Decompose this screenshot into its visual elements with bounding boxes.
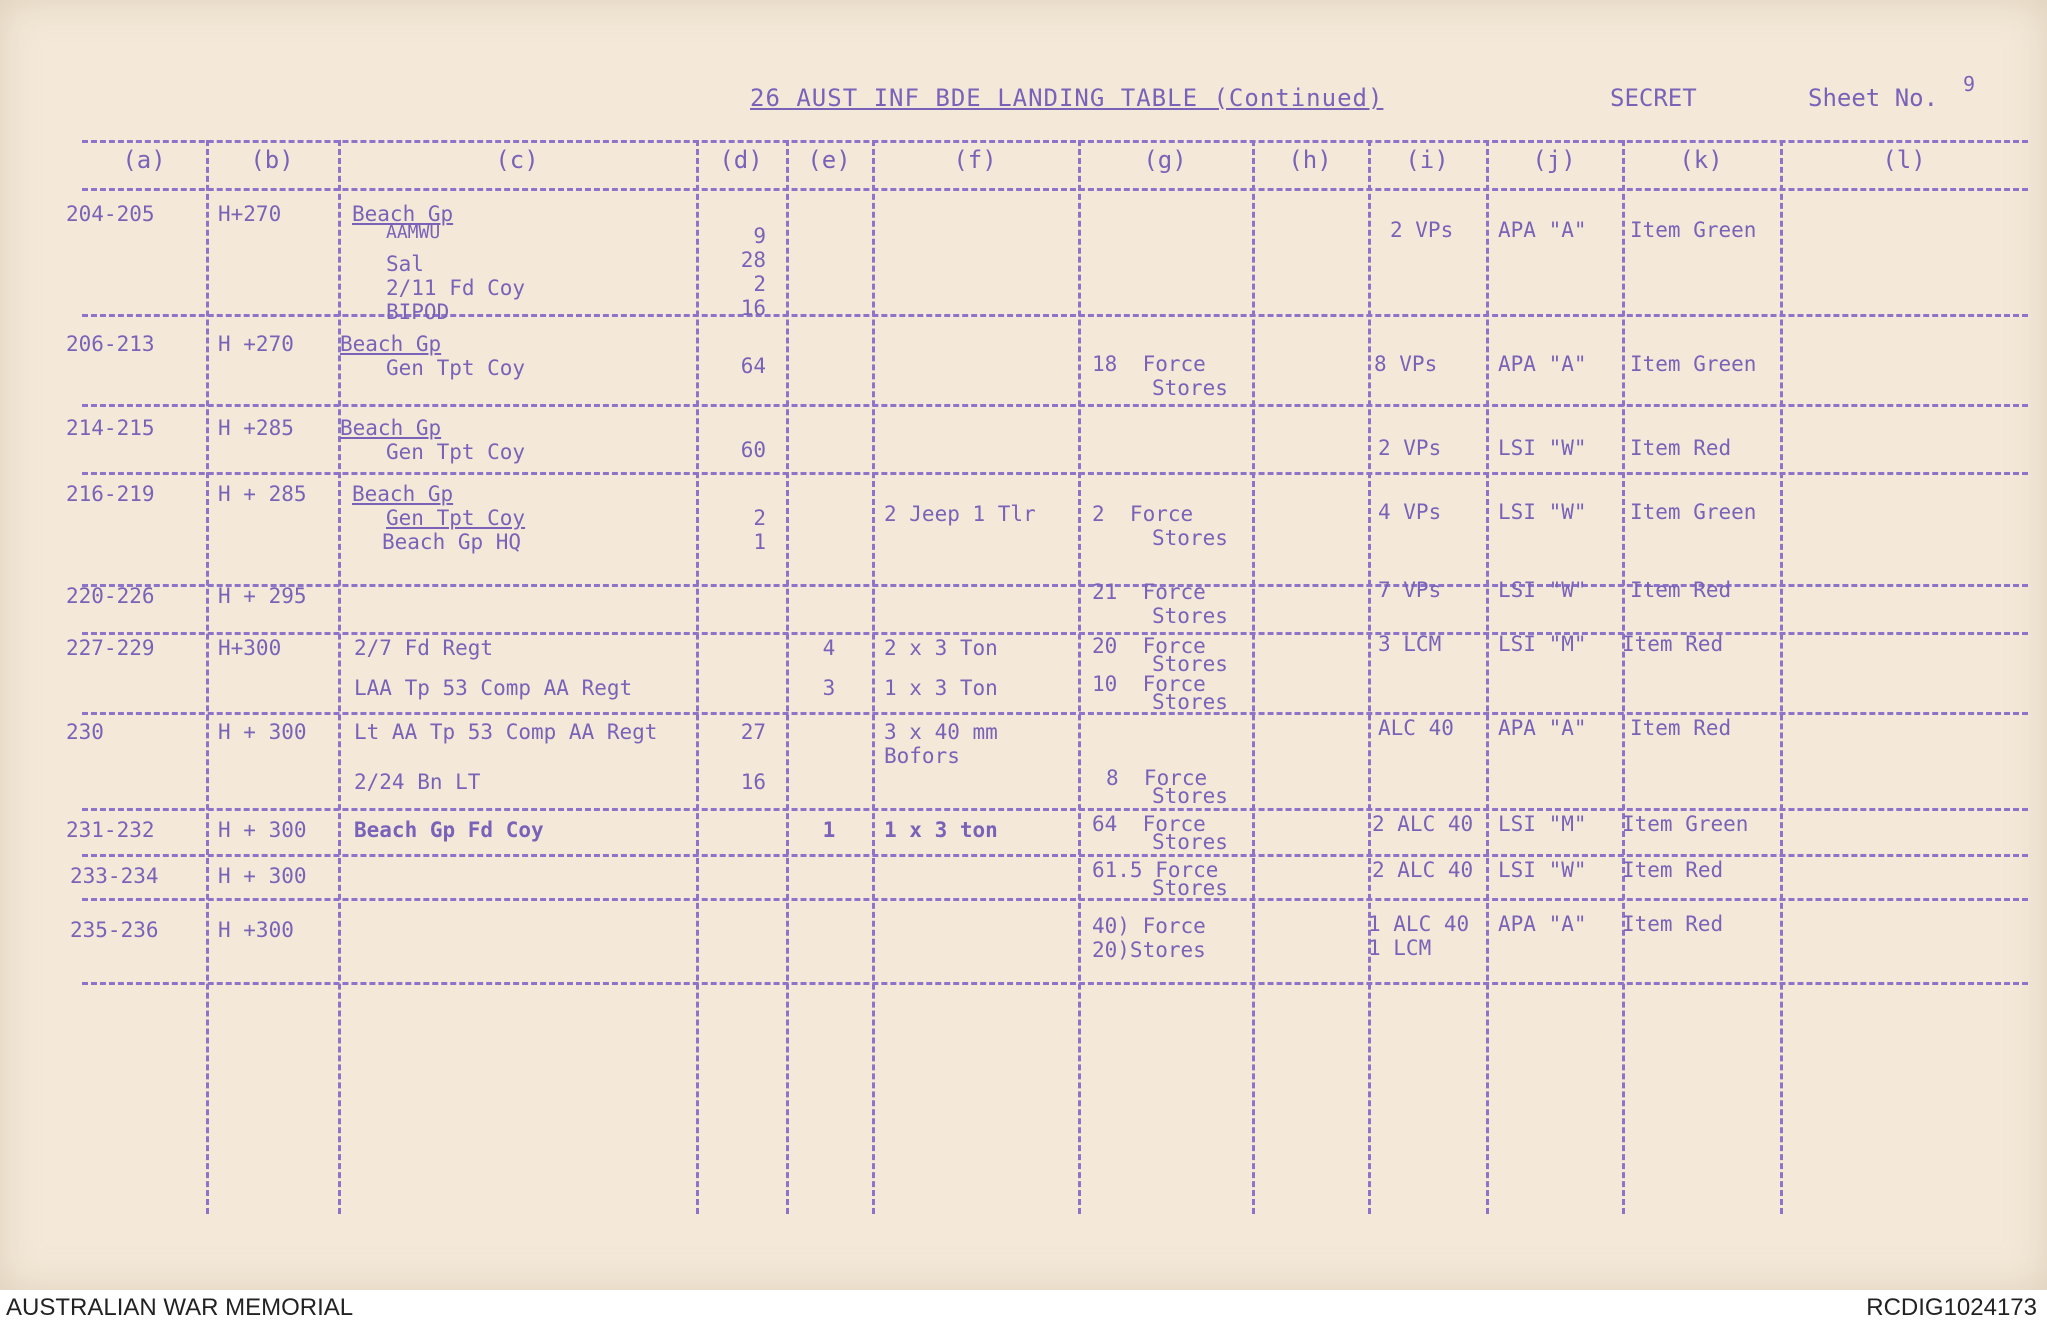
cell-personnel: 28 [740, 248, 766, 272]
cell-beach: Item Green [1630, 352, 1757, 376]
cell-time: H +285 [218, 416, 294, 440]
cell-craft: 8 VPs [1374, 352, 1438, 376]
archive-footer [0, 1290, 2047, 1327]
cell-stores: Stores [1152, 376, 1228, 400]
table-rule [82, 632, 2028, 635]
cell-personnel: 1 [753, 530, 766, 554]
cell-unit: Sal [386, 252, 424, 276]
cell-beach: Item Red [1630, 716, 1732, 740]
cell-craft: 1 ALC 40 [1368, 912, 1470, 936]
cell-personnel: 64 [740, 354, 766, 378]
cell-stores: 18 Force [1092, 352, 1206, 376]
cell-stores: 20)Stores [1092, 938, 1206, 962]
cell-ship: LSI "M" [1498, 632, 1587, 656]
cell-guns: 3 [822, 676, 836, 700]
cell-stores: 21 Force [1092, 580, 1206, 604]
column-header-i: (i) [1405, 146, 1449, 174]
cell-personnel: 60 [740, 438, 766, 462]
cell-ship: LSI "W" [1498, 436, 1587, 460]
cell-serial: 227-229 [66, 636, 155, 660]
column-header-f: (f) [953, 146, 997, 174]
column-header-l: (l) [1882, 146, 1926, 174]
table-rule [82, 808, 2028, 811]
cell-unit: Beach Gp [340, 416, 442, 440]
table-rule-top [82, 140, 2028, 143]
cell-unit: 2/24 Bn LT [354, 770, 481, 794]
table-rule [82, 854, 2028, 857]
cell-craft: 2 VPs [1390, 218, 1454, 242]
column-rule [1780, 140, 1783, 1214]
cell-stores: 10 Force [1092, 672, 1206, 696]
cell-ship: APA "A" [1498, 912, 1587, 936]
cell-unit: 2/7 Fd Regt [354, 636, 494, 660]
column-rule [872, 140, 875, 1214]
cell-stores: Stores [1152, 876, 1228, 900]
cell-time: H + 295 [218, 584, 307, 608]
cell-serial: 230 [66, 720, 104, 744]
cell-personnel: 16 [740, 770, 766, 794]
cell-personnel: 27 [740, 720, 766, 744]
cell-ship: APA "A" [1498, 352, 1587, 376]
cell-stores: Stores [1152, 690, 1228, 714]
cell-unit: Gen Tpt Coy [386, 440, 526, 464]
column-header-a: (a) [122, 146, 166, 174]
cell-craft: 2 ALC 40 [1372, 858, 1474, 882]
cell-ship: LSI "W" [1498, 578, 1587, 602]
table-rule [82, 898, 2028, 901]
cell-craft: 1 LCM [1368, 936, 1432, 960]
cell-serial: 216-219 [66, 482, 155, 506]
cell-unit: BIPOD [386, 300, 450, 324]
cell-beach: Item Red [1622, 632, 1724, 656]
column-rule [338, 140, 341, 1214]
cell-stores: 64 Force [1092, 812, 1206, 836]
cell-craft: ALC 40 [1378, 716, 1454, 740]
cell-craft: 3 LCM [1378, 632, 1442, 656]
landing-table [66, 136, 2028, 1218]
cell-unit: Beach Gp HQ [382, 530, 522, 554]
archive-name: AUSTRALIAN WAR MEMORIAL [6, 1294, 354, 1321]
column-rule [1368, 140, 1371, 1214]
cell-time: H + 300 [218, 818, 307, 842]
cell-vehicles: 1 x 3 Ton [884, 676, 998, 700]
column-rule [1252, 140, 1255, 1214]
cell-guns: 1 [822, 818, 836, 842]
cell-unit: Lt AA Tp 53 Comp AA Regt [354, 720, 658, 744]
cell-stores: 40) Force [1092, 914, 1206, 938]
cell-unit: Gen Tpt Coy [386, 506, 526, 530]
cell-stores: Stores [1152, 604, 1228, 628]
cell-beach: Item Green [1622, 812, 1749, 836]
cell-personnel: 2 [753, 272, 766, 296]
cell-stores: Stores [1152, 784, 1228, 808]
cell-stores: 61.5 Force [1092, 858, 1219, 882]
cell-stores: 20 Force [1092, 634, 1206, 658]
document-title: 26 AUST INF BDE LANDING TABLE (Continued) [750, 84, 1384, 112]
cell-unit: Beach Gp [340, 332, 442, 356]
column-rule [206, 140, 209, 1214]
cell-beach: Item Green [1630, 500, 1757, 524]
column-rule [1622, 140, 1625, 1214]
cell-unit: Beach Gp [352, 482, 454, 506]
cell-ship: LSI "M" [1498, 812, 1587, 836]
cell-beach: Item Red [1630, 436, 1732, 460]
cell-beach: Item Red [1622, 858, 1724, 882]
classification-label: SECRET [1610, 84, 1697, 112]
cell-time: H + 300 [218, 864, 307, 888]
cell-ship: APA "A" [1498, 716, 1587, 740]
cell-craft: 2 ALC 40 [1372, 812, 1474, 836]
cell-serial: 231-232 [66, 818, 155, 842]
cell-stores: Stores [1152, 830, 1228, 854]
column-rule [1078, 140, 1081, 1214]
cell-serial: 235-236 [70, 918, 159, 942]
cell-vehicles: 2 x 3 Ton [884, 636, 998, 660]
table-rule-bottom [82, 982, 2028, 985]
cell-time: H + 300 [218, 720, 307, 744]
header-row [0, 72, 2047, 124]
cell-time: H +270 [218, 332, 294, 356]
cell-unit: Beach Gp Fd Coy [354, 818, 544, 842]
column-header-h: (h) [1288, 146, 1332, 174]
sheet-number: 9 [1963, 72, 1976, 96]
cell-personnel: 2 [753, 506, 766, 530]
cell-time: H+300 [218, 636, 282, 660]
table-rule [82, 404, 2028, 407]
archive-id: RCDIG1024173 [1866, 1294, 2037, 1321]
cell-personnel: 9 [753, 224, 766, 248]
column-header-e: (e) [807, 146, 851, 174]
cell-unit: Beach Gp [352, 202, 454, 226]
table-rule [82, 314, 2028, 317]
cell-personnel: 16 [740, 296, 766, 320]
cell-unit: AAMWU [386, 222, 441, 243]
table-rule [82, 584, 2028, 587]
cell-ship: APA "A" [1498, 218, 1587, 242]
cell-time: H +300 [218, 918, 294, 942]
cell-unit: LAA Tp 53 Comp AA Regt [354, 676, 633, 700]
cell-stores: Stores [1152, 526, 1228, 550]
cell-beach: Item Red [1622, 912, 1724, 936]
cell-ship: LSI "W" [1498, 858, 1587, 882]
column-header-k: (k) [1679, 146, 1723, 174]
table-rule-header [82, 188, 2028, 191]
cell-vehicles: 2 Jeep 1 Tlr [884, 502, 1036, 526]
cell-craft: 7 VPs [1378, 578, 1442, 602]
cell-vehicles: 1 x 3 ton [884, 818, 998, 842]
cell-craft: 4 VPs [1378, 500, 1442, 524]
column-header-c: (c) [495, 146, 539, 174]
column-header-g: (g) [1143, 146, 1187, 174]
column-header-d: (d) [719, 146, 763, 174]
cell-vehicles: 3 x 40 mm [884, 720, 998, 744]
column-rule [1486, 140, 1489, 1214]
cell-craft: 2 VPs [1378, 436, 1442, 460]
table-rule [82, 472, 2028, 475]
column-header-b: (b) [250, 146, 294, 174]
cell-ship: LSI "W" [1498, 500, 1587, 524]
cell-vehicles: Bofors [884, 744, 960, 768]
sheet-label: Sheet No. [1808, 84, 1939, 112]
cell-time: H+270 [218, 202, 282, 226]
table-rule [82, 712, 2028, 715]
cell-serial: 220-226 [66, 584, 155, 608]
column-header-j: (j) [1532, 146, 1576, 174]
cell-unit: 2/11 Fd Coy [386, 276, 526, 300]
cell-beach: Item Green [1630, 218, 1757, 242]
cell-stores: 2 Force [1092, 502, 1194, 526]
cell-stores: Stores [1152, 652, 1228, 676]
cell-beach: Item Red [1630, 578, 1732, 602]
cell-stores: 8 Force [1106, 766, 1208, 790]
cell-serial: 206-213 [66, 332, 155, 356]
cell-unit: Gen Tpt Coy [386, 356, 526, 380]
cell-serial: 214-215 [66, 416, 155, 440]
cell-time: H + 285 [218, 482, 307, 506]
cell-guns: 4 [822, 636, 836, 660]
cell-serial: 233-234 [70, 864, 159, 888]
cell-serial: 204-205 [66, 202, 155, 226]
